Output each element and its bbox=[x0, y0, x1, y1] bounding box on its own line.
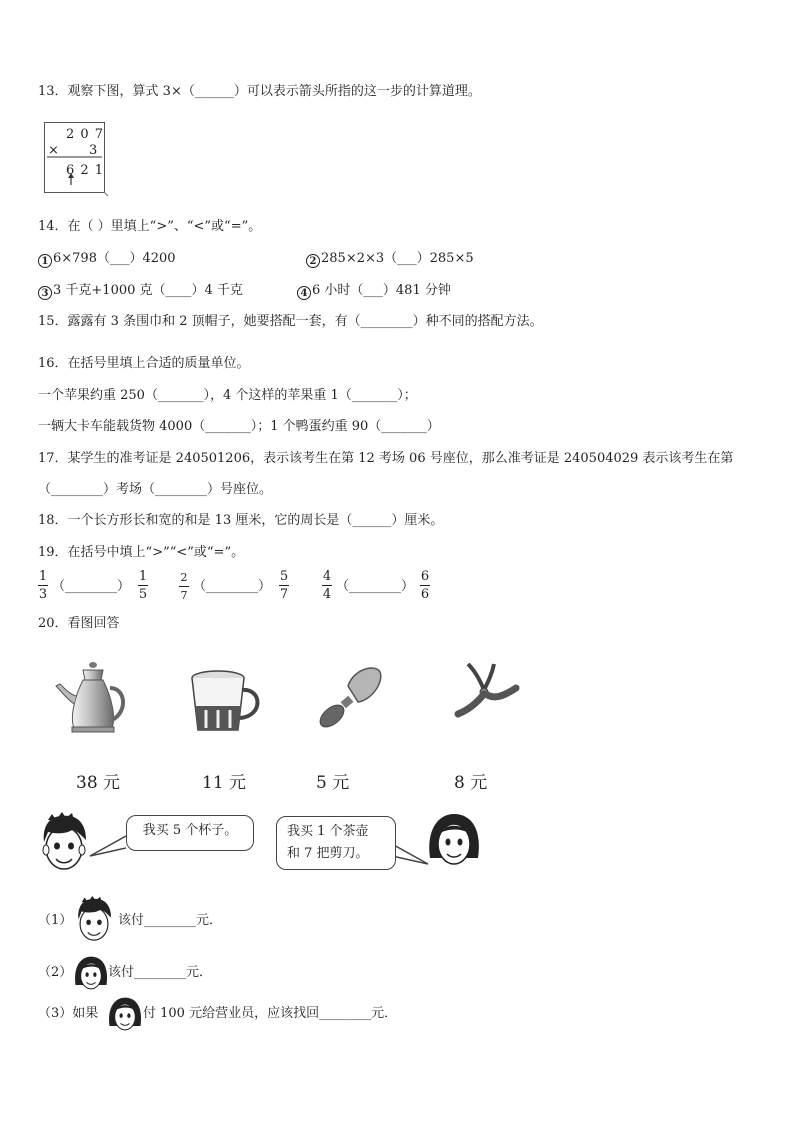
q20-text: 20．看图回答 bbox=[38, 616, 120, 631]
q13-blank[interactable]: ______ bbox=[194, 84, 234, 99]
cup-price: 11 元 bbox=[202, 773, 247, 793]
fraction: 1 3 bbox=[38, 569, 48, 602]
q20-sub3-label: （3）如果 bbox=[38, 1006, 99, 1021]
calc-top-number: 2 0 7 bbox=[66, 127, 105, 142]
boy-small-avatar bbox=[72, 896, 116, 944]
q17-line-2[interactable]: （________）考场（________）号座位。 bbox=[38, 482, 273, 497]
q19-blank[interactable]: （________） bbox=[52, 579, 131, 594]
q16-line-1[interactable]: 一个苹果约重 250（_______），4 个这样的苹果重 1（_______）； bbox=[38, 388, 417, 403]
calc-multiplier: 3 bbox=[89, 143, 98, 158]
boy-bubble-tail bbox=[86, 832, 126, 862]
q14-item-4: 4 6 小时（___）481 分钟 bbox=[297, 282, 451, 300]
scissors-price: 8 元 bbox=[454, 773, 488, 793]
q14-item-3: 3 3 千克+1000 克（____）4 千克 bbox=[38, 282, 243, 300]
q20-sub3-answer[interactable]: 付 100 元给营业员，应该找回________元． bbox=[143, 1006, 398, 1021]
q14-text: 14．在（ ）里填上“>”、“<”或“=”。 bbox=[38, 219, 262, 234]
teapot-icon bbox=[54, 658, 134, 738]
q14-item-number: 3 bbox=[38, 286, 52, 300]
q20-sub2-label: （2） bbox=[38, 965, 73, 980]
teapot-price: 38 元 bbox=[76, 773, 121, 793]
q19-blank[interactable]: （________） bbox=[336, 579, 415, 594]
calc-times-sign: × bbox=[48, 143, 59, 158]
q20-sub1-label: （1） bbox=[38, 913, 73, 928]
boy-avatar bbox=[36, 812, 92, 874]
q14-item-number: 4 bbox=[297, 286, 311, 300]
q14-item-number: 2 bbox=[306, 254, 320, 268]
girl-small-avatar bbox=[72, 954, 110, 994]
girl-speech-bubble: 我买 1 个茶壶 和 7 把剪刀。 bbox=[276, 816, 396, 870]
cup-icon bbox=[190, 668, 266, 738]
q13-calc-figure bbox=[44, 122, 106, 194]
q19-text: 19．在括号中填上“>”“<”或“=”。 bbox=[38, 545, 245, 560]
q16-line-2[interactable]: 一辆大卡车能载货物 4000（_______）；1 个鸭蛋约重 90（_______） bbox=[38, 419, 440, 434]
q18-text[interactable]: 18．一个长方形长和宽的和是 13 厘米，它的周长是（______）厘米。 bbox=[38, 513, 444, 528]
fraction: 1 5 bbox=[138, 569, 148, 602]
trowel-price: 5 元 bbox=[316, 773, 350, 793]
q16-text: 16．在括号里填上合适的质量单位。 bbox=[38, 356, 250, 371]
girl-avatar bbox=[426, 810, 482, 872]
trowel-icon bbox=[318, 664, 388, 730]
q14-item-2: 2 285×2×3（___）285×5 bbox=[306, 250, 474, 268]
fraction: 2 7 bbox=[180, 571, 188, 602]
calc-result: 6 2 1 bbox=[66, 163, 105, 178]
boy-speech-bubble: 我买 5 个杯子。 bbox=[126, 815, 254, 851]
girl-small-avatar-2 bbox=[106, 995, 144, 1035]
q14-item-1: 1 6×798（___）4200 bbox=[38, 250, 176, 268]
fraction: 5 7 bbox=[279, 569, 289, 602]
q19-blank[interactable]: （________） bbox=[193, 579, 272, 594]
fraction: 6 6 bbox=[420, 569, 430, 602]
q20-sub2-answer[interactable]: 该付________元． bbox=[108, 965, 213, 980]
q13-text: 13．观察下图，算式 3×（______）可以表示箭头所指的这一步的计算道理。 bbox=[38, 84, 481, 99]
q15-text[interactable]: 15．露露有 3 条围巾和 2 顶帽子，她要搭配一套，有（________）种不同的搭配方法。 bbox=[38, 314, 543, 329]
q17-line-1: 17．某学生的准考证是 240501206，表示该考生在第 12 考场 06 号座位，那么准考证是 240504029 表示该考生在第 bbox=[38, 451, 734, 466]
q14-item-number: 1 bbox=[38, 254, 52, 268]
scissors-icon bbox=[454, 660, 524, 722]
fraction: 4 4 bbox=[322, 569, 332, 602]
q20-sub1-answer[interactable]: 该付________元． bbox=[118, 913, 223, 928]
